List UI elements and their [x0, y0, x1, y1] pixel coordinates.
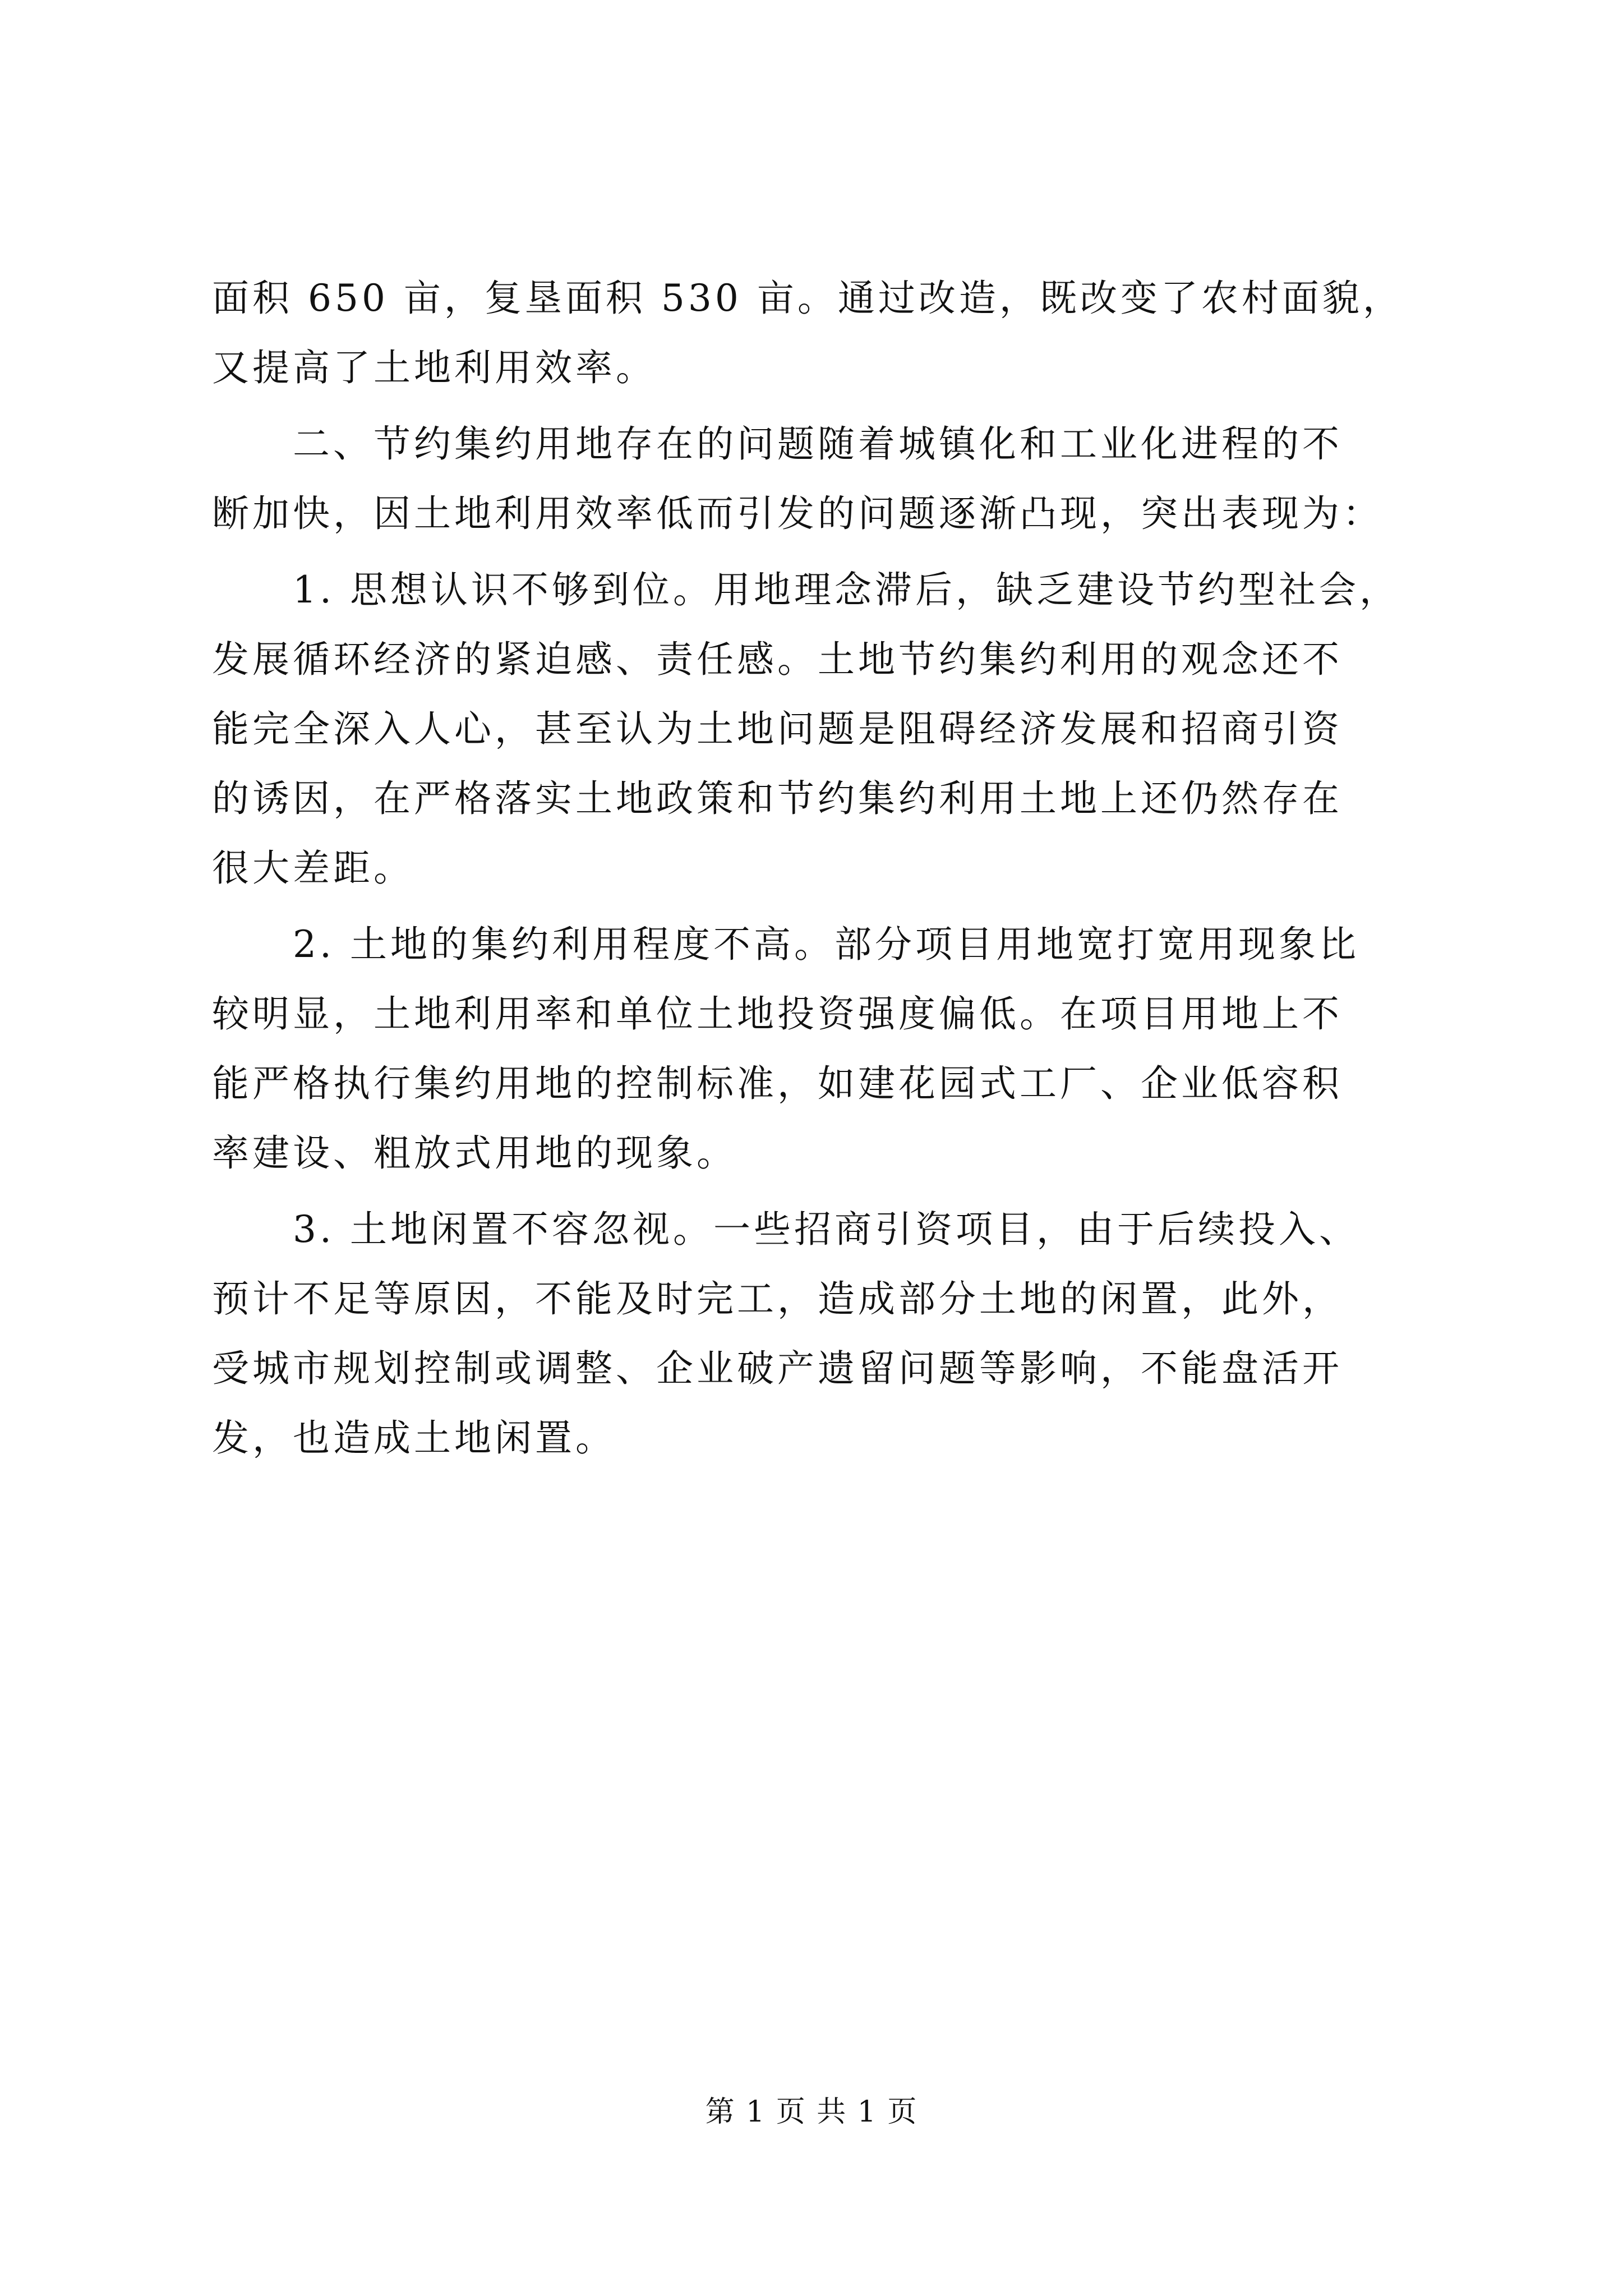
- text-line: 预计不足等原因，不能及时完工，造成部分土地的闲置，此外，: [212, 1277, 1343, 1320]
- paragraph: [212, 555, 1418, 903]
- text-line: 受城市规划控制或调整、企业破产遗留问题等影响，不能盘活开: [212, 1347, 1343, 1390]
- text-line: 二、节约集约用地存在的问题随着城镇化和工业化进程的不: [212, 422, 1343, 466]
- text-line: 较明显，土地利用率和单位土地投资强度偏低。在项目用地上不: [212, 992, 1343, 1036]
- text-line: 很大差距。: [212, 846, 414, 890]
- text-line: 发展循环经济的紧迫感、责任感。土地节约集约利用的观念还不: [212, 638, 1343, 681]
- paragraph: [212, 1195, 1418, 1473]
- paragraph: [212, 910, 1418, 1188]
- text-line: 率建设、粗放式用地的现象。: [212, 1131, 737, 1175]
- text-line: 面积 650 亩，复垦面积 530 亩。通过改造，既改变了农村面貌，: [212, 277, 1403, 320]
- text-line: 能严格执行集约用地的控制标准，如建花园式工厂、企业低容积: [212, 1062, 1343, 1105]
- text-line: 2. 土地的集约利用程度不高。部分项目用地宽打宽用现象比: [212, 923, 1359, 966]
- text-line: 又提高了土地利用效率。: [212, 346, 656, 389]
- paragraph: [212, 409, 1418, 549]
- paragraph: [212, 264, 1418, 403]
- document-body: [212, 264, 1418, 1473]
- text-line: 断加快，因土地利用效率低而引发的问题逐渐凸现，突出表现为：: [212, 492, 1383, 535]
- text-line: 发，也造成土地闲置。: [212, 1416, 616, 1460]
- text-line: 能完全深入人心，甚至认为土地问题是阻碍经济发展和招商引资: [212, 707, 1343, 751]
- text-line: 1. 思想认识不够到位。用地理念滞后，缺乏建设节约型社会，: [212, 568, 1400, 611]
- text-line: 3. 土地闲置不容忽视。一些招商引资项目，由于后续投入、: [212, 1208, 1359, 1251]
- page-number-label: 第 1 页 共 1 页: [705, 2095, 918, 2129]
- text-line: 的诱因，在严格落实土地政策和节约集约利用土地上还仍然存在: [212, 777, 1343, 820]
- page-footer: [0, 2092, 1623, 2132]
